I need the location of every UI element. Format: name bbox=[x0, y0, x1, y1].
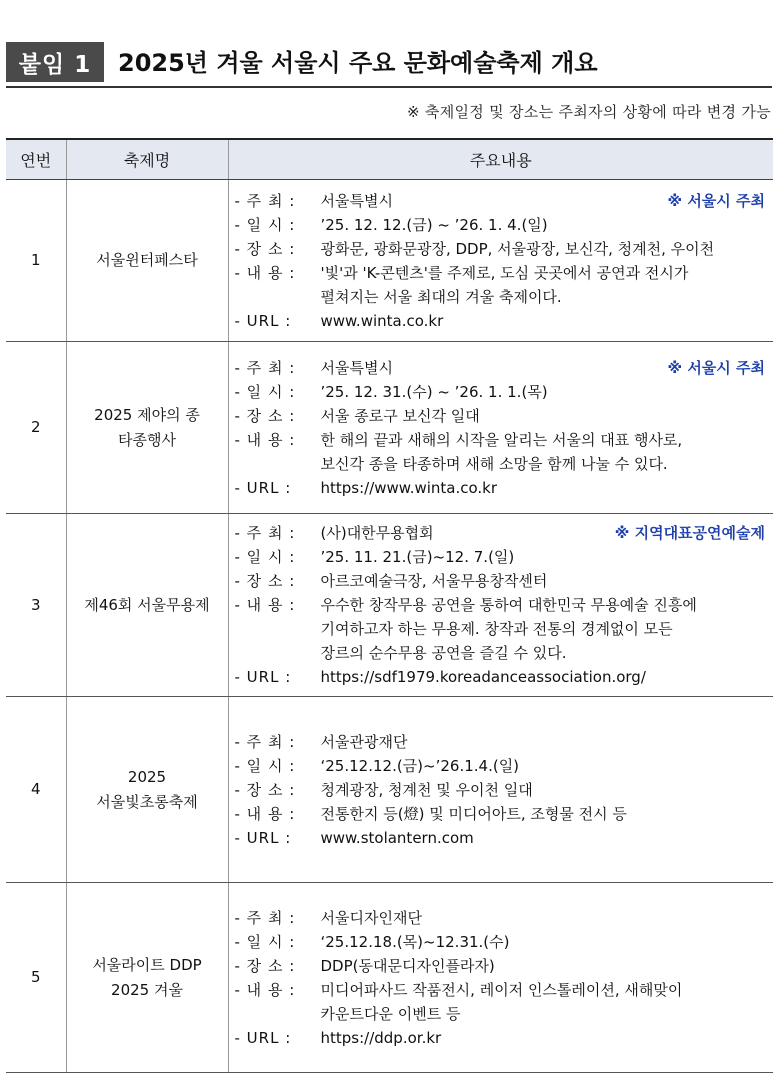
table-row bbox=[6, 883, 773, 1073]
content-value-1: 한 해의 끝과 새해의 시작을 알리는 서울의 대표 행사로, bbox=[320, 430, 683, 449]
place-label: - 장 소 : bbox=[234, 780, 296, 799]
content-value-1: '빛'과 'K-콘텐츠'를 주제로, 도심 곳곳에서 공연과 전시가 bbox=[320, 263, 689, 282]
host-line bbox=[235, 521, 766, 545]
content-value-1: 전통한지 등(燈) 및 미디어아트, 조형물 전시 등 bbox=[320, 804, 627, 823]
date-line bbox=[235, 754, 766, 778]
url-link[interactable]: www.winta.co.kr bbox=[320, 311, 444, 330]
place-value: 아르코예술극장, 서울무용창작센터 bbox=[320, 572, 548, 590]
host-label: - 주 최 : bbox=[234, 358, 296, 377]
content-line bbox=[235, 261, 766, 285]
url-line bbox=[235, 665, 766, 689]
festival-table bbox=[6, 138, 773, 1073]
host-label: - 주 최 : bbox=[234, 732, 296, 751]
host-label: - 주 최 : bbox=[234, 191, 296, 210]
date-line bbox=[235, 380, 766, 404]
content-label: - 내 용 : bbox=[234, 804, 296, 823]
date-line bbox=[235, 545, 766, 569]
content-value-2: 카운트다운 이벤트 등 bbox=[320, 1004, 461, 1023]
content-value-1: 우수한 창작무용 공연을 통하여 대한민국 무용예술 진흥에 bbox=[320, 596, 697, 614]
url-label: - URL : bbox=[234, 828, 292, 847]
row-number: 3 bbox=[6, 514, 66, 697]
place-value: 서울 종로구 보신각 일대 bbox=[320, 406, 480, 425]
date-label: - 일 시 : bbox=[234, 382, 296, 401]
url-link[interactable]: https://ddp.or.kr bbox=[320, 1028, 442, 1047]
url-link[interactable]: https://www.winta.co.kr bbox=[320, 478, 498, 497]
host-line bbox=[235, 189, 766, 213]
festival-name-line-1: 2025 제야의 종 bbox=[94, 405, 200, 424]
festival-name bbox=[66, 883, 228, 1073]
date-label: - 일 시 : bbox=[234, 548, 296, 566]
festival-name bbox=[66, 180, 228, 342]
url-label: - URL : bbox=[234, 311, 292, 330]
place-value: 청계광장, 청계천 및 우이천 일대 bbox=[320, 780, 533, 799]
content-label: - 내 용 : bbox=[234, 596, 296, 614]
header-festival-name: 축제명 bbox=[66, 139, 228, 180]
content-value-2: 기여하고자 하는 무용제. 창작과 전통의 경계없이 모든 bbox=[320, 620, 673, 638]
content-value-2: 보신각 종을 타종하며 새해 소망을 함께 나눌 수 있다. bbox=[320, 454, 668, 473]
host-note: ※ 서울시 주최 bbox=[667, 191, 765, 210]
row-number: 2 bbox=[6, 342, 66, 514]
festival-name-line-1: 제46회 서울무용제 bbox=[84, 595, 210, 614]
table-row bbox=[6, 514, 773, 697]
date-value: ’25. 11. 21.(금)~12. 7.(일) bbox=[320, 548, 515, 566]
festival-name-line-2: 서울빛초롱축제 bbox=[96, 792, 198, 811]
content-line bbox=[235, 428, 766, 452]
schedule-notice: ※ 축제일정 및 장소는 주최자의 상황에 따라 변경 가능 bbox=[406, 103, 771, 121]
table-row bbox=[6, 180, 773, 342]
host-value: 서울관광재단 bbox=[320, 732, 408, 751]
content-line bbox=[235, 802, 766, 826]
host-value: 서울디자인재단 bbox=[320, 908, 422, 927]
row-number: 1 bbox=[6, 180, 66, 342]
page-title: 2025년 겨울 서울시 주요 문화예술축제 개요 bbox=[118, 49, 598, 77]
header-main-content: 주요내용 bbox=[228, 139, 773, 180]
place-line bbox=[235, 778, 766, 802]
attachment-badge: 붙임 1 bbox=[6, 42, 104, 82]
content-value-1: 미디어파사드 작품전시, 레이저 인스톨레이션, 새해맞이 bbox=[320, 980, 683, 999]
date-label: - 일 시 : bbox=[234, 215, 296, 234]
festival-name bbox=[66, 342, 228, 514]
festival-name-line-2: 2025 겨울 bbox=[111, 980, 183, 999]
place-line bbox=[235, 404, 766, 428]
content-label: - 내 용 : bbox=[234, 263, 296, 282]
place-label: - 장 소 : bbox=[234, 956, 296, 975]
place-line bbox=[235, 237, 766, 261]
host-value: (사)대한무용협회 bbox=[320, 524, 434, 542]
table-header-row bbox=[6, 139, 773, 180]
table-row bbox=[6, 697, 773, 883]
festival-name-line-2: 타종행사 bbox=[118, 430, 176, 449]
place-label: - 장 소 : bbox=[234, 406, 296, 425]
place-line bbox=[235, 569, 766, 593]
host-note: ※ 지역대표공연예술제 bbox=[614, 524, 765, 542]
place-value: DDP(동대문디자인플라자) bbox=[320, 956, 495, 975]
url-label: - URL : bbox=[234, 668, 292, 686]
url-line bbox=[235, 476, 766, 500]
content-line bbox=[235, 593, 766, 617]
title-bar bbox=[6, 40, 772, 88]
host-line bbox=[235, 356, 766, 380]
host-label: - 주 최 : bbox=[234, 524, 296, 542]
festival-name-line-1: 서울라이트 DDP bbox=[92, 955, 202, 974]
url-label: - URL : bbox=[234, 478, 292, 497]
row-number: 5 bbox=[6, 883, 66, 1073]
content-label: - 내 용 : bbox=[234, 980, 296, 999]
date-label: - 일 시 : bbox=[234, 932, 296, 951]
table-row bbox=[6, 342, 773, 514]
url-line bbox=[235, 826, 766, 850]
festival-details bbox=[228, 514, 773, 697]
content-value-2: 펼쳐지는 서울 최대의 겨울 축제이다. bbox=[320, 287, 562, 306]
date-value: ’25. 12. 12.(금) ~ ’26. 1. 4.(일) bbox=[320, 215, 548, 234]
date-line bbox=[235, 930, 766, 954]
host-value: 서울특별시 bbox=[320, 191, 393, 210]
festival-name-line-1: 서울윈터페스타 bbox=[96, 251, 198, 269]
festival-details bbox=[228, 697, 773, 883]
content-label: - 내 용 : bbox=[234, 430, 296, 449]
content-line bbox=[235, 978, 766, 1002]
place-line bbox=[235, 954, 766, 978]
date-label: - 일 시 : bbox=[234, 756, 296, 775]
url-label: - URL : bbox=[234, 1028, 292, 1047]
festival-details bbox=[228, 180, 773, 342]
host-value: 서울특별시 bbox=[320, 358, 393, 377]
festival-name bbox=[66, 514, 228, 697]
date-value: ’25. 12. 31.(수) ~ ’26. 1. 1.(목) bbox=[320, 382, 548, 401]
url-link[interactable]: www.stolantern.com bbox=[320, 828, 474, 847]
url-line bbox=[235, 1026, 766, 1050]
header-number: 연번 bbox=[6, 139, 66, 180]
url-line bbox=[235, 309, 766, 333]
date-value: ‘25.12.12.(금)~’26.1.4.(일) bbox=[320, 756, 520, 775]
content-value-3: 장르의 순수무용 공연을 즐길 수 있다. bbox=[320, 644, 567, 662]
row-number: 4 bbox=[6, 697, 66, 883]
date-line bbox=[235, 213, 766, 237]
date-value: ‘25.12.18.(목)~12.31.(수) bbox=[320, 932, 510, 951]
festival-details bbox=[228, 342, 773, 514]
festival-name bbox=[66, 697, 228, 883]
url-link[interactable]: https://sdf1979.koreadanceassociation.org/ bbox=[320, 668, 646, 686]
host-note: ※ 서울시 주최 bbox=[667, 358, 765, 377]
festival-name-line-1: 2025 bbox=[127, 767, 167, 786]
place-value: 광화문, 광화문광장, DDP, 서울광장, 보신각, 청계천, 우이천 bbox=[320, 239, 715, 258]
host-line bbox=[235, 730, 766, 754]
host-line bbox=[235, 906, 766, 930]
host-label: - 주 최 : bbox=[234, 908, 296, 927]
festival-details bbox=[228, 883, 773, 1073]
place-label: - 장 소 : bbox=[234, 572, 296, 590]
place-label: - 장 소 : bbox=[234, 239, 296, 258]
